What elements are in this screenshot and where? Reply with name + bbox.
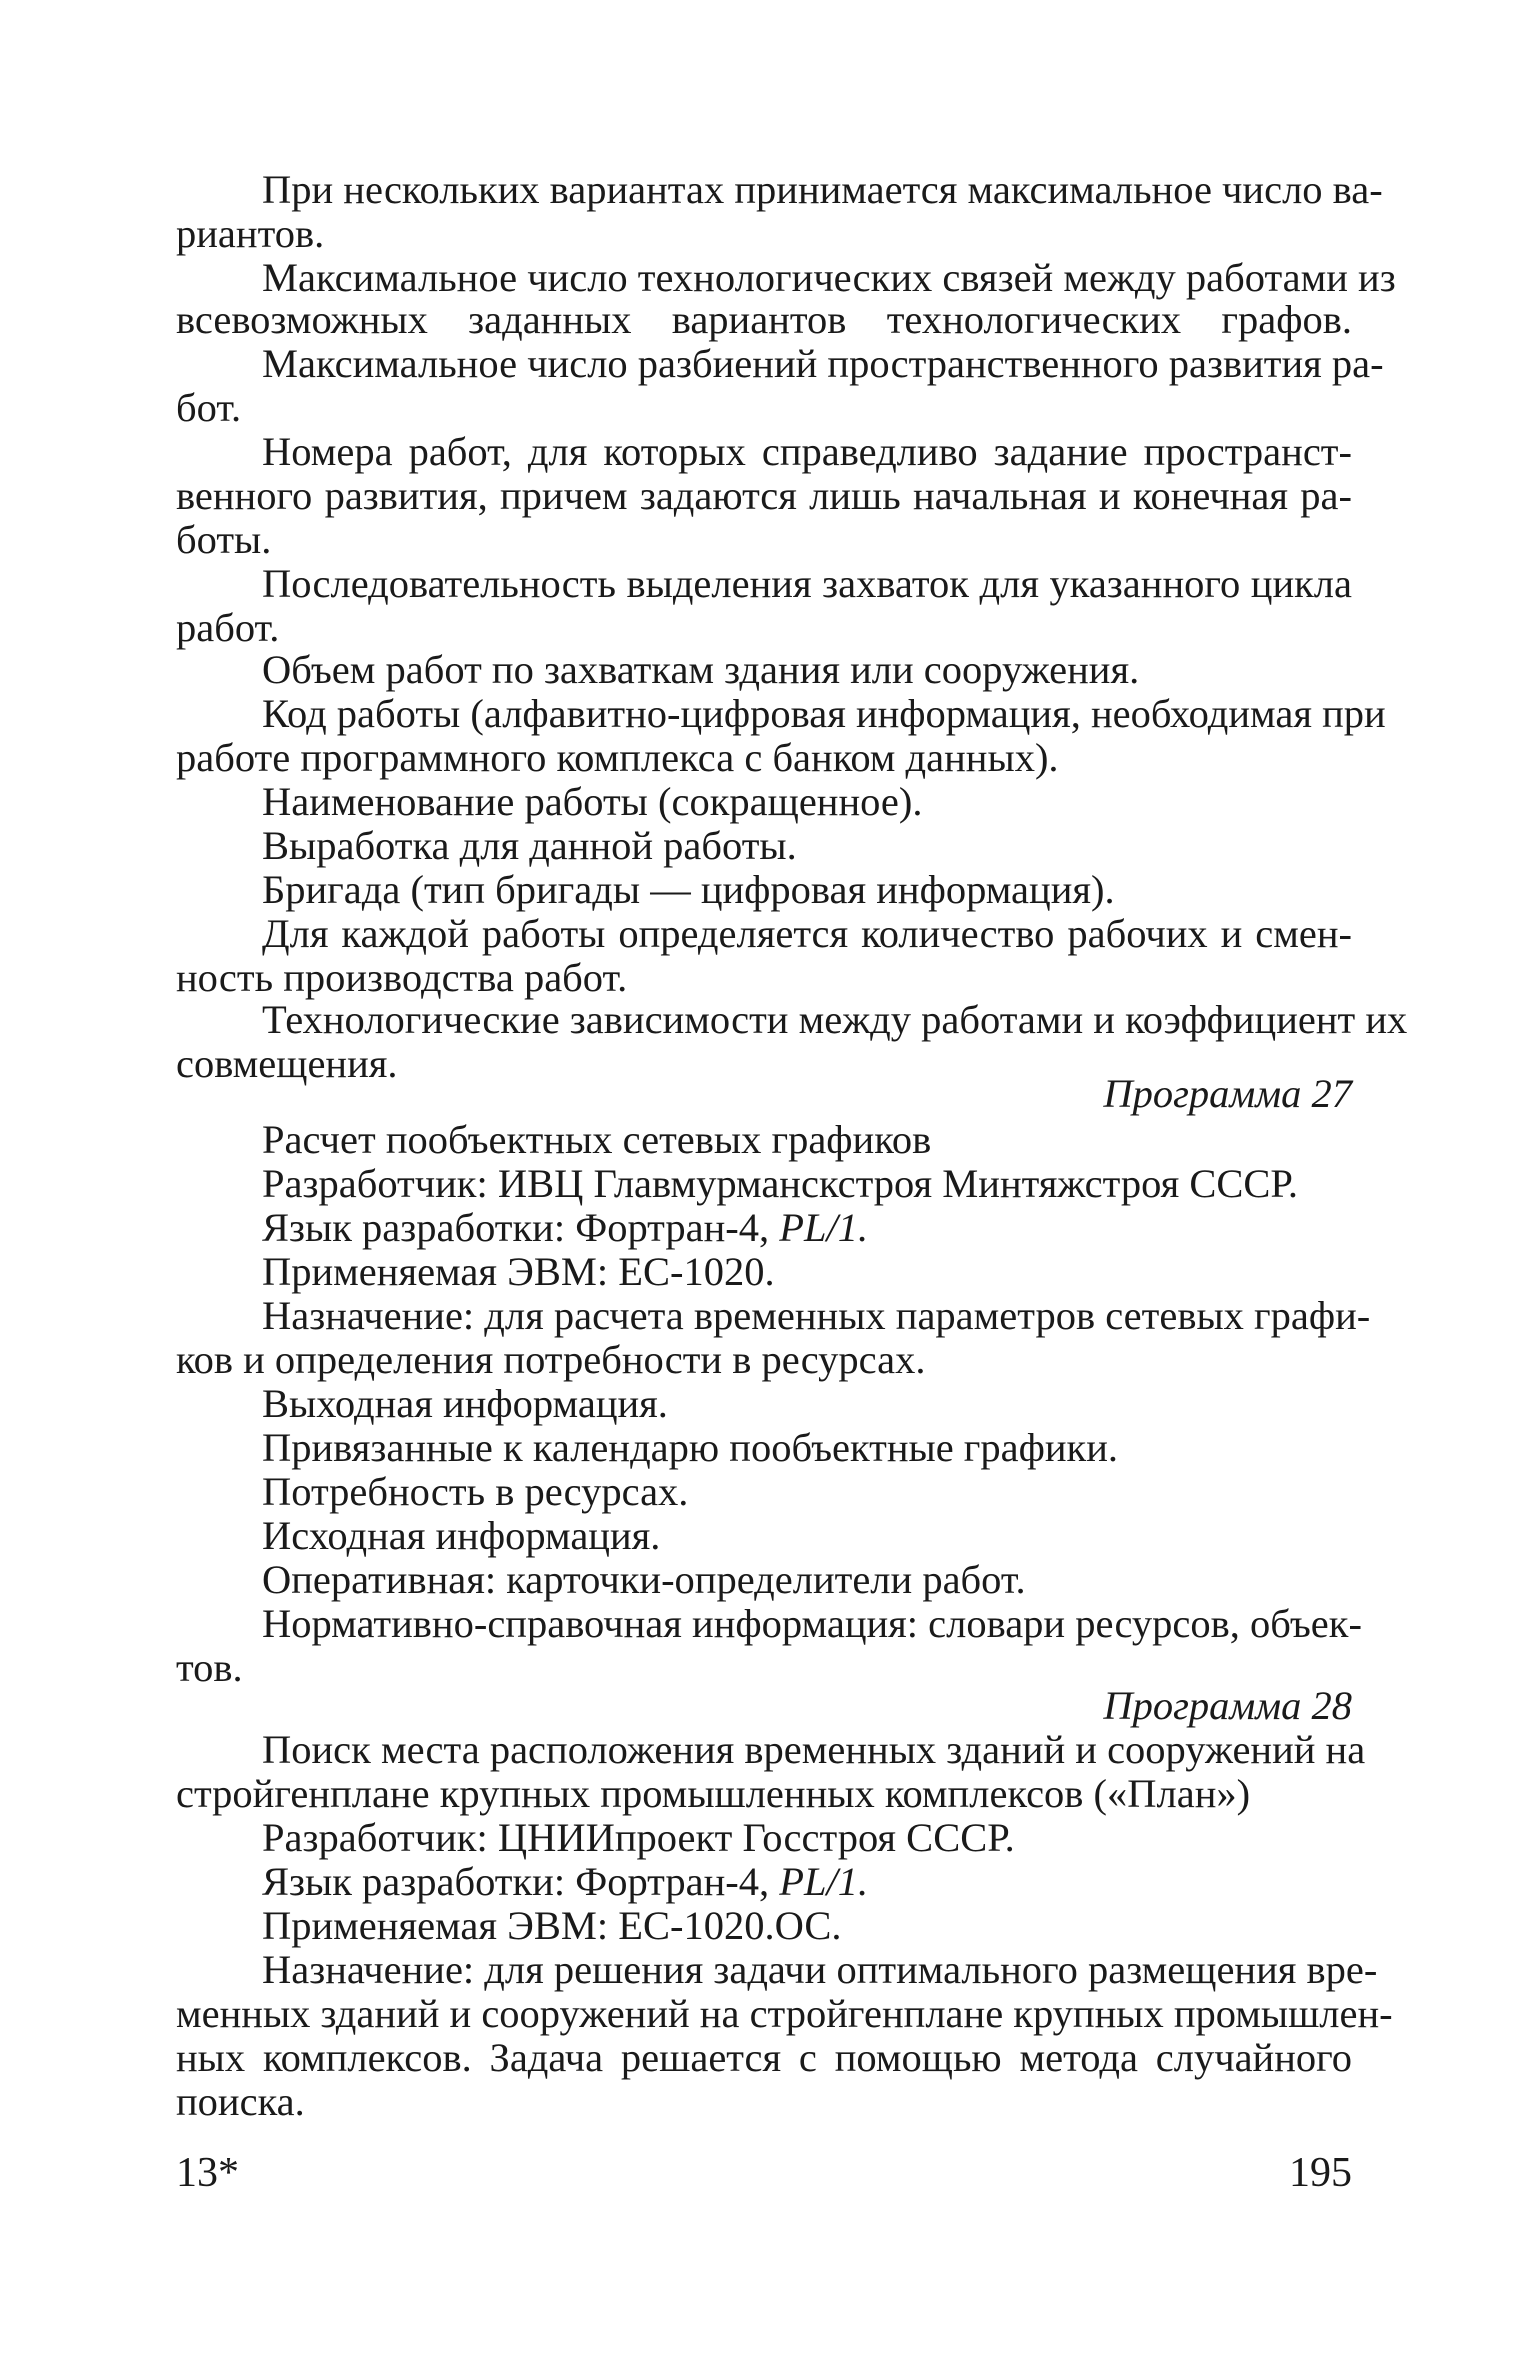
text-line: Выработка для данной работы. [262, 823, 797, 868]
text-line: ность производства работ. [176, 955, 628, 1000]
text-line: Назначение: для расчета временных параметров сетевых графи- [262, 1293, 1371, 1338]
text-line: Применяемая ЭВМ: ЕС-1020. [262, 1249, 775, 1294]
text-line: Технологические зависимости между работами и коэффициент их [262, 997, 1408, 1042]
text-line: поиска. [176, 2079, 305, 2124]
text-line: Привязанные к календарю пообъектные графики. [262, 1425, 1119, 1470]
program-heading: Программа 27 [1103, 1071, 1352, 1116]
text-line: стройгенплане крупных промышленных комплексов («План») [176, 1771, 1251, 1816]
program-heading: Программа 28 [1103, 1683, 1352, 1728]
text-line: работ. [176, 605, 280, 650]
text-line: Максимальное число технологических связей между работами из [262, 255, 1396, 300]
signature-mark: 13* [176, 2150, 239, 2196]
text-line: работе программного комплекса с банком данных). [176, 735, 1059, 780]
text-line: Язык разработки: Фортран-4, PL/1. [262, 1205, 869, 1250]
text-line: Язык разработки: Фортран-4, PL/1. [262, 1859, 869, 1904]
text-line: Назначение: для решения задачи оптимального размещения вре- [262, 1947, 1378, 1992]
text-line: тов. [176, 1645, 243, 1690]
text-line: Оперативная: карточки-определители работ. [262, 1557, 1026, 1602]
text-line: Нормативно-справочная информация: словари ресурсов, объек- [262, 1601, 1362, 1646]
text-line: Бригада (тип бригады — цифровая информация). [262, 867, 1115, 912]
text-line: совмещения. [176, 1041, 398, 1086]
text-line: Последовательность выделения захваток для указанного цикла [262, 561, 1352, 606]
text-line: Максимальное число разбиений пространственного развития ра- [262, 341, 1384, 386]
text-line: всевозможных заданных вариантов технологических графов. [176, 297, 1352, 342]
text-line: ков и определения потребности в ресурсах. [176, 1337, 926, 1382]
text-line: Поиск места расположения временных зданий и сооружений на [262, 1727, 1366, 1772]
text-line: При нескольких вариантах принимается максимальное число ва- [262, 167, 1383, 212]
text-line: Разработчик: ИВЦ Главмурманскстроя Минтяжстроя СССР. [262, 1161, 1298, 1206]
text-line: риантов. [176, 211, 325, 256]
text-line: бот. [176, 385, 242, 430]
text-line: венного развития, причем задаются лишь начальная и конечная ра- [176, 473, 1352, 518]
text-line: Разработчик: ЦНИИпроект Госстроя СССР. [262, 1815, 1015, 1860]
text-line: Объем работ по захваткам здания или сооружения. [262, 647, 1140, 692]
text-line: Применяемая ЭВМ: ЕС-1020.ОС. [262, 1903, 842, 1948]
text-line: боты. [176, 517, 272, 562]
text-line: Исходная информация. [262, 1513, 661, 1558]
text-line: Код работы (алфавитно-цифровая информация, необходимая при [262, 691, 1386, 736]
text-line: Расчет пообъектных сетевых графиков [262, 1117, 932, 1162]
text-line: ных комплексов. Задача решается с помощью метода случайного [176, 2035, 1352, 2080]
text-line: Выходная информация. [262, 1381, 668, 1426]
text-line: менных зданий и сооружений на стройгенплане крупных промышлен- [176, 1991, 1393, 2036]
text-line: Для каждой работы определяется количество рабочих и смен- [262, 911, 1352, 956]
text-line: Наименование работы (сокращенное). [262, 779, 923, 824]
text-line: Номера работ, для которых справедливо задание пространст- [262, 429, 1352, 474]
text-line: Потребность в ресурсах. [262, 1469, 689, 1514]
page-number: 195 [1289, 2150, 1352, 2196]
